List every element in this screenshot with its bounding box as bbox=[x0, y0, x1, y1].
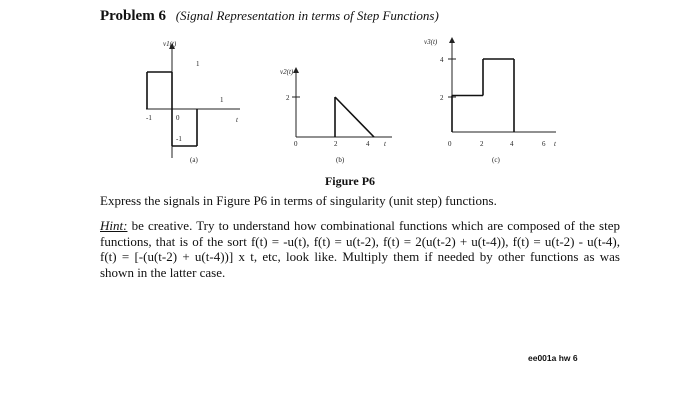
panel-a-tick-neg1-y: -1 bbox=[176, 135, 182, 143]
instruction-text: Express the signals in Figure P6 in terms of singularity (unit step) functions. bbox=[100, 193, 497, 208]
panel-a-tick-neg1-x: -1 bbox=[146, 114, 152, 122]
panel-c-ylabel: v3(t) bbox=[424, 38, 438, 46]
panel-b-caption: (b) bbox=[336, 156, 345, 164]
panel-b-waveform bbox=[335, 97, 374, 137]
footer-label: ee001a hw 6 bbox=[528, 353, 578, 363]
panel-c bbox=[424, 38, 557, 164]
panel-c-xlabel: t bbox=[554, 140, 556, 148]
panel-b bbox=[280, 68, 392, 164]
panel-b-tick-2-y: 2 bbox=[286, 94, 290, 102]
waveform-segment bbox=[335, 97, 374, 137]
panel-b-tick-0: 0 bbox=[294, 140, 298, 148]
figure-p6 bbox=[0, 0, 700, 175]
panel-b-tick-4-x: 4 bbox=[366, 140, 370, 148]
problem-number: Problem 6 bbox=[100, 8, 166, 24]
panel-b-xlabel: t bbox=[384, 140, 386, 148]
panel-a-xlabel: t bbox=[236, 116, 238, 124]
panel-a-caption: (a) bbox=[190, 156, 198, 164]
panel-b-ylabel: v2(t) bbox=[280, 68, 294, 76]
hint-paragraph bbox=[100, 218, 620, 280]
panel-a bbox=[146, 40, 240, 164]
panel-c-tick-0: 0 bbox=[448, 140, 452, 148]
panel-b-tick-2-x: 2 bbox=[334, 140, 338, 148]
hint-body: be creative. Try to understand how combinational functions which are composed of the step functions, that is of the sort f(t) = -u(t), f(t) = u(t-2), f(t) = 2(u(t-2) + u(t-4)), f(t) = u(t-2) - u(t-4), f(t) = [-(u(t-2) + u(t-4))] x t, etc, look like. Multiply them if needed by other functions as was shown in the latter case. bbox=[100, 218, 620, 280]
problem-subtitle: (Signal Representation in terms of Step Functions) bbox=[175, 8, 439, 23]
panel-a-ylabel: v1(t) bbox=[163, 40, 177, 48]
figure-caption: Figure P6 bbox=[324, 174, 376, 188]
panel-c-waveform bbox=[452, 59, 514, 132]
panel-a-tick-0: 0 bbox=[176, 114, 180, 122]
panel-c-tick-2-y: 2 bbox=[440, 94, 444, 102]
panel-a-tick-1-x: 1 bbox=[220, 96, 224, 104]
panel-c-tick-2-x: 2 bbox=[480, 140, 484, 148]
panel-c-caption: (c) bbox=[492, 156, 500, 164]
panel-c-tick-4-x: 4 bbox=[510, 140, 514, 148]
panel-a-tick-1-y: 1 bbox=[196, 60, 200, 68]
panel-c-tick-4-y: 4 bbox=[440, 56, 444, 64]
panel-c-tick-6-x: 6 bbox=[542, 140, 546, 148]
hint-label: Hint: bbox=[100, 218, 128, 233]
